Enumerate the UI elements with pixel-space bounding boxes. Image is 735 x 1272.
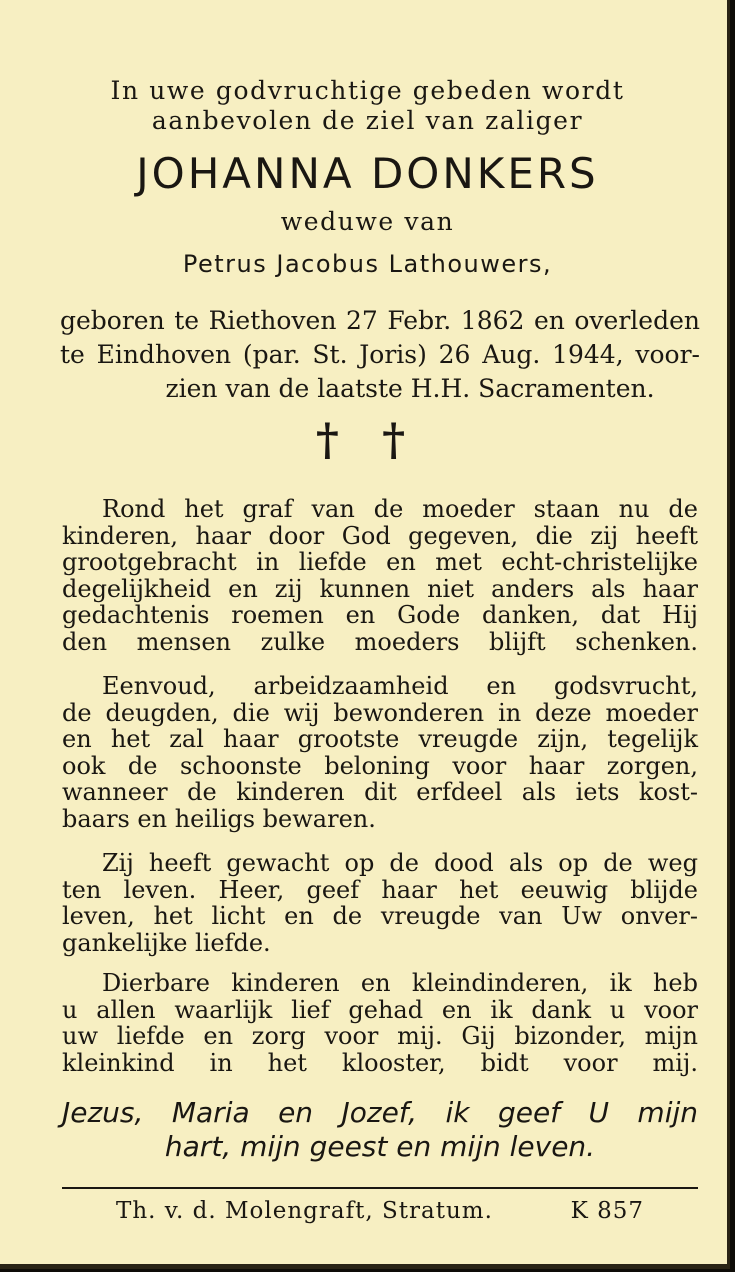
paragraph-line: Zij heeft gewacht op de dood als op de weg xyxy=(102,849,698,877)
widow-of-label: weduwe van xyxy=(280,207,455,236)
life-details-line: te Eindhoven (par. St. Joris) 26 Aug. 1944, voor- xyxy=(60,340,700,369)
paragraph-line: wanneer de kinderen dit erfdeel als iets kost- xyxy=(62,778,698,806)
paragraph-line: den mensen zulke moeders blijft schenken. xyxy=(62,627,698,656)
print-code: K 857 xyxy=(570,1198,644,1224)
life-details-line: geboren te Riethoven 27 Febr. 1862 en overleden xyxy=(60,306,700,335)
intro-line: aanbevolen de ziel van zaliger xyxy=(151,106,584,135)
printer-name: Th. v. d. Molengraft, Stratum. xyxy=(116,1198,493,1224)
paragraph-line: en het zal haar grootste vreugde zijn, tegelijk xyxy=(62,725,698,753)
paragraph-line: leven, het licht en de vreugde van Uw onver- xyxy=(62,902,698,930)
paragraph-line: grootgebracht in liefde en met echt-christelijke xyxy=(62,548,698,576)
crosses-icon: † † xyxy=(315,415,420,466)
prayer-line: hart, mijn geest en mijn leven. xyxy=(164,1130,596,1163)
paragraph-line: kleinkind in het klooster, bidt voor mij. xyxy=(62,1048,698,1077)
paragraph-line: ten leven. Heer, geef haar het eeuwig blijde xyxy=(62,875,698,904)
life-details xyxy=(60,304,700,406)
intro-text xyxy=(0,76,735,136)
paragraph-line: Rond het graf van de moeder staan nu de xyxy=(102,495,698,523)
paragraph xyxy=(62,970,698,1076)
paragraph-line: baars en heiligs bewaren. xyxy=(62,804,376,833)
intro-line: In uwe godvruchtige gebeden wordt xyxy=(110,76,625,105)
paragraph-line: Eenvoud, arbeidzaamheid en godsvrucht, xyxy=(102,672,698,700)
paragraph-line: de deugden, die wij bewonderen in deze moeder xyxy=(62,698,698,727)
divider xyxy=(62,1187,698,1189)
paragraph-line: Dierbare kinderen en kleindinderen, ik heb xyxy=(102,969,698,997)
paragraph xyxy=(62,496,698,655)
deceased-name: JOHANNA DONKERS xyxy=(136,149,599,198)
paragraph xyxy=(62,850,698,956)
closing-prayer xyxy=(62,1096,698,1164)
paragraph-line: u allen waarlijk lief gehad en ik dank u voor xyxy=(62,995,698,1024)
prayer-line: Jezus, Maria en Jozef, ik geef U mijn xyxy=(62,1096,698,1129)
paragraph-line: uw liefde en zorg voor mij. Gij bizonder, mijn xyxy=(62,1022,698,1050)
paragraph-line: kinderen, haar door God gegeven, die zij heeft xyxy=(62,521,698,550)
paragraph-line: gedachtenis roemen en Gode danken, dat Hij xyxy=(62,601,698,629)
paragraph-line: gankelijke liefde. xyxy=(62,928,271,957)
life-details-line: zien van de laatste H.H. Sacramenten. xyxy=(165,374,655,403)
paragraph-line: ook de schoonste beloning voor haar zorgen, xyxy=(62,751,698,780)
printer-footer xyxy=(116,1198,644,1224)
husband-name: Petrus Jacobus Lathouwers, xyxy=(182,250,553,278)
paragraph-line: degelijkheid en zij kunnen niet anders als haar xyxy=(62,574,698,603)
paragraph xyxy=(62,673,698,832)
